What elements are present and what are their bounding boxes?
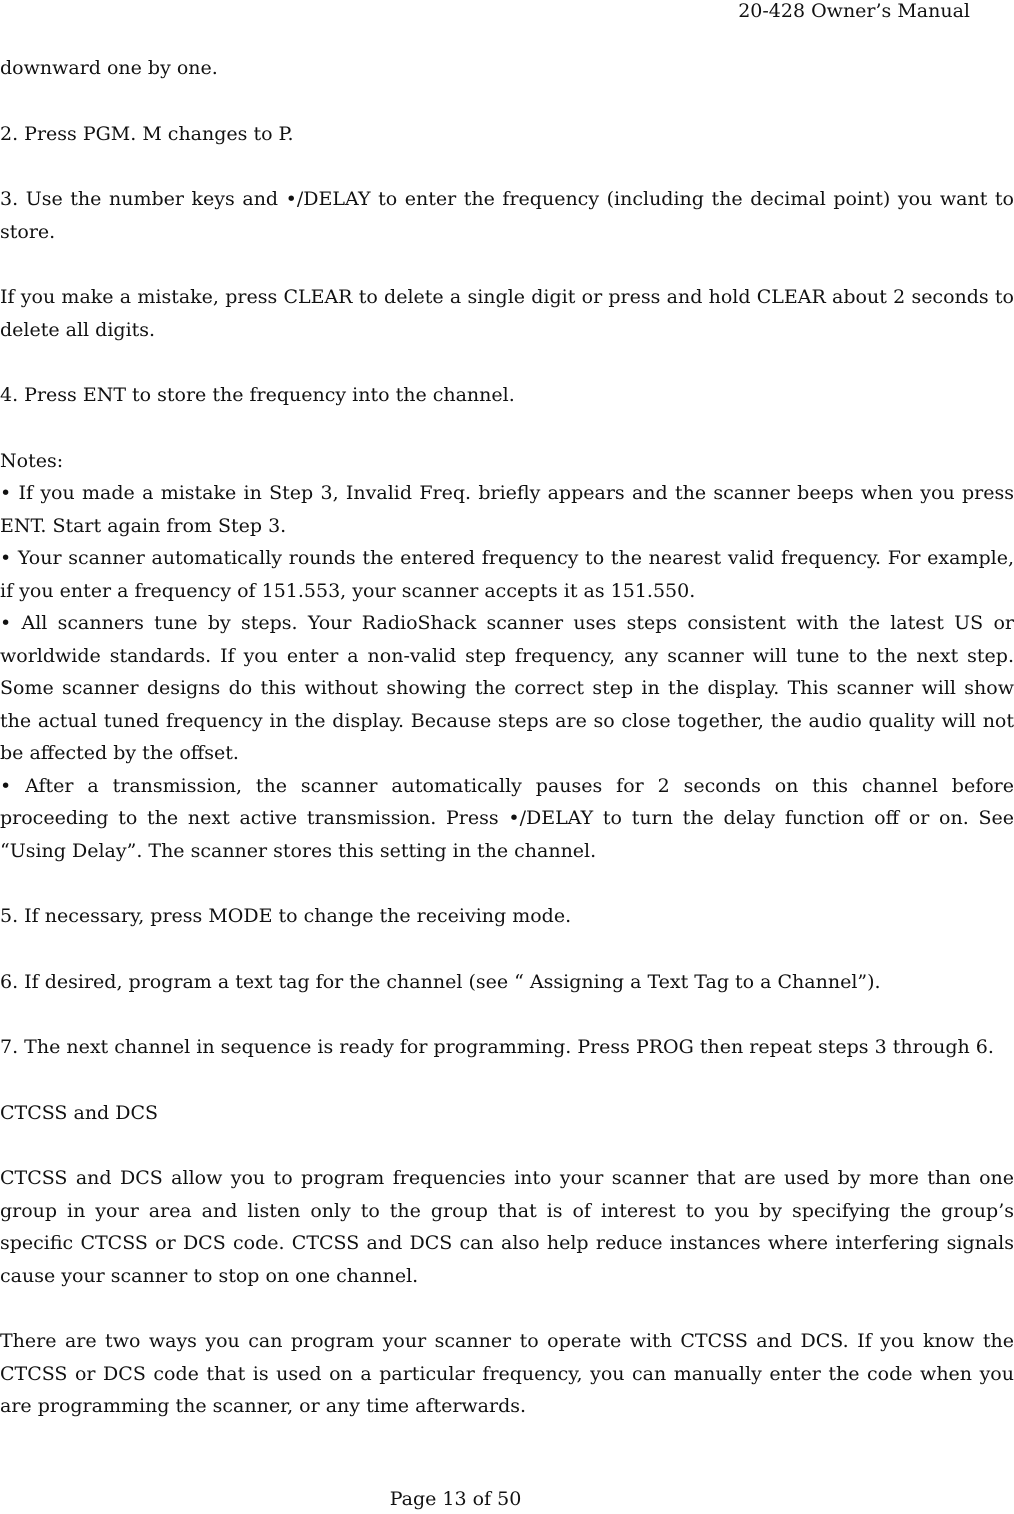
note-item: • If you made a mistake in Step 3, Invalid Freq. briefly appears and the scanner beeps when you press ENT. Start again from Step 3. [0, 482, 1014, 537]
step-7: 7. The next channel in sequence is ready for programming. Press PROG then repeat steps 3 through 6. [0, 1036, 994, 1058]
ctcss-programming-paragraph: There are two ways you can program your scanner to operate with CTCSS and DCS. If you know the CTCSS or DCS code that is used on a particular frequency, you can manually enter the code when you are programming the scanner, or any time afterwards. [0, 1330, 1014, 1417]
notes-heading: Notes: [0, 449, 64, 472]
paragraph-continuation: downward one by one. [0, 57, 218, 79]
mistake-paragraph: If you make a mistake, press CLEAR to delete a single digit or press and hold CLEAR about 2 seconds to delete all digits. [0, 286, 1014, 341]
step-4: 4. Press ENT to store the frequency into the channel. [0, 384, 515, 406]
section-heading: CTCSS and DCS [0, 1101, 159, 1124]
step-6: 6. If desired, program a text tag for the channel (see “ Assigning a Text Tag to a Channel”). [0, 970, 881, 993]
note-item: • After a transmission, the scanner automatically pauses for 2 seconds on this channel before proceeding to the next active transmission. Press •/DELAY to turn the delay function off or on. See “Using Delay”. The scanner stores this setting in the channel. [0, 774, 1014, 862]
step-2: 2. Press PGM. M changes to P. [0, 122, 294, 145]
document-body [0, 52, 1014, 1423]
note-item: • All scanners tune by steps. Your RadioShack scanner uses steps consistent with the latest US or worldwide standards. If you enter a non-valid step frequency, any scanner will tune to the next step. Some scanner designs do this without showing the correct step in the display. This scanner will show the actual tuned frequency in the display. Because steps are so close together, the audio quality will not be affected by the offset. [0, 612, 1014, 764]
step-3: 3. Use the number keys and •/DELAY to enter the frequency (including the decimal point) you want to store. [0, 188, 1014, 243]
page-header: 20-428 Owner’s Manual [738, 0, 970, 22]
ctcss-paragraph: CTCSS and DCS allow you to program frequencies into your scanner that are used by more than one group in your area and listen only to the group that is of interest to you by specifying the group’s specific CTCSS or DCS code. CTCSS and DCS can also help reduce instances where interfering signals cause your scanner to stop on one channel. [0, 1167, 1014, 1287]
page-number: Page 13 of 50 [389, 1488, 522, 1510]
step-5: 5. If necessary, press MODE to change the receiving mode. [0, 905, 572, 927]
note-item: • Your scanner automatically rounds the entered frequency to the nearest valid frequency. For example, if you enter a frequency of 151.553, your scanner accepts it as 151.550. [0, 547, 1014, 602]
